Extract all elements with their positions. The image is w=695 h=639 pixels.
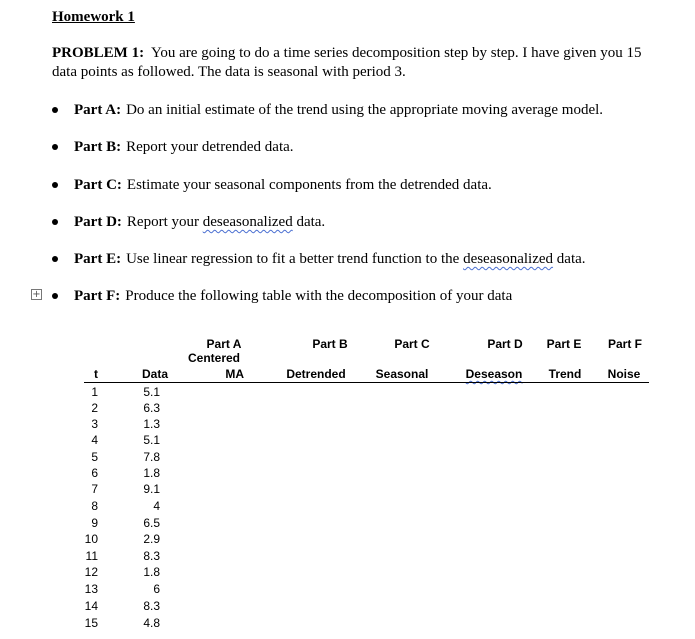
part-label: Part A: <box>74 102 122 118</box>
spellcheck-word[interactable]: deseasonalized <box>202 214 293 230</box>
cell-data: 1.8 <box>143 466 160 480</box>
part-label: Part C: <box>74 177 122 193</box>
table-row <box>0 465 695 481</box>
part-text: Produce the following table with the decomposition of your data <box>125 288 513 304</box>
table-row <box>0 531 695 547</box>
table-row <box>0 432 695 448</box>
cell-t: 8 <box>91 499 98 513</box>
bullet-icon <box>52 182 58 188</box>
cell-t: 7 <box>91 482 98 496</box>
cell-t: 14 <box>84 599 98 613</box>
cell-data: 6.3 <box>143 401 160 415</box>
header-part-f: Part F <box>607 337 642 351</box>
part-c-item <box>52 176 492 194</box>
part-text: data. <box>553 251 586 267</box>
bullet-icon <box>52 144 58 150</box>
bullet-icon <box>52 293 58 299</box>
part-label: Part E: <box>74 251 122 267</box>
part-a-item <box>52 101 603 119</box>
cell-data: 1.8 <box>143 565 160 579</box>
part-b-item <box>52 138 294 156</box>
table-move-handle-icon[interactable]: + <box>32 289 41 300</box>
problem-label: PROBLEM 1: <box>52 45 145 61</box>
table-row <box>0 449 695 465</box>
cell-t: 12 <box>84 565 98 579</box>
cell-data: 8.3 <box>143 599 160 613</box>
cell-t: 4 <box>91 433 98 447</box>
table-row <box>0 598 695 614</box>
table-row <box>0 564 695 580</box>
cell-data: 4.8 <box>143 616 160 630</box>
spellcheck-word[interactable]: deseasonalized <box>463 251 554 267</box>
cell-t: 10 <box>84 532 98 546</box>
cell-data: 9.1 <box>143 482 160 496</box>
cell-t: 13 <box>84 582 98 596</box>
part-text: Report your <box>126 214 203 230</box>
cell-data: 5.1 <box>143 385 160 399</box>
table-row <box>0 481 695 497</box>
cell-t: 11 <box>85 549 98 563</box>
header-part-c: Part C <box>394 337 430 351</box>
part-label: Part F: <box>74 288 121 304</box>
cell-t: 6 <box>91 466 98 480</box>
bullet-icon <box>52 107 58 113</box>
cell-data: 7.8 <box>143 450 160 464</box>
header-part-e: Part E <box>546 337 582 351</box>
cell-t: 9 <box>91 516 98 530</box>
header-t: t <box>94 367 98 381</box>
header-part-b: Part B <box>312 337 348 351</box>
header-noise: Noise <box>607 367 641 381</box>
table-row <box>0 548 695 564</box>
homework-heading: Homework 1 <box>52 9 135 25</box>
table-row <box>0 515 695 531</box>
table-row <box>0 416 695 432</box>
table-row <box>0 384 695 400</box>
part-d-item <box>52 213 325 231</box>
table-row <box>0 498 695 514</box>
table-row <box>0 615 695 631</box>
part-text: Report your detrended data. <box>126 139 294 155</box>
header-data: Data <box>141 367 168 381</box>
problem-statement <box>52 44 652 82</box>
cell-t: 5 <box>91 450 98 464</box>
cell-t: 1 <box>91 385 98 399</box>
part-label: Part D: <box>74 214 122 230</box>
header-ma: MA <box>225 367 244 381</box>
part-text: Estimate your seasonal components from the detrended data. <box>126 177 492 193</box>
cell-t: 15 <box>84 616 98 630</box>
header-seasonal: Seasonal <box>375 367 429 381</box>
cell-data: 2.9 <box>143 532 160 546</box>
header-deseason: Deseason <box>465 367 523 381</box>
header-divider <box>84 382 649 383</box>
header-detrended: Detrended <box>286 367 346 381</box>
cell-data: 8.3 <box>143 549 160 563</box>
cell-data: 1.3 <box>143 417 160 431</box>
header-trend: Trend <box>548 367 582 381</box>
part-label: Part B: <box>74 139 122 155</box>
cell-data: 5.1 <box>143 433 160 447</box>
header-centered: Centered <box>187 351 240 365</box>
part-e-item <box>52 250 586 268</box>
problem-text: You are going to do a time series decomposition step by step. I have given you 15 data points as followed. The data is seasonal with period 3. <box>52 45 642 80</box>
header-part-a: Part A <box>206 337 242 351</box>
bullet-icon <box>52 256 58 262</box>
cell-t: 2 <box>91 401 98 415</box>
cell-t: 3 <box>91 417 98 431</box>
table-row <box>0 400 695 416</box>
header-part-d: Part D <box>487 337 523 351</box>
table-row <box>0 581 695 597</box>
part-text: data. <box>292 214 326 230</box>
cell-data: 4 <box>153 499 160 513</box>
cell-data: 6 <box>153 582 160 596</box>
part-text: Use linear regression to fit a better trend function to the <box>126 251 464 267</box>
part-text: Do an initial estimate of the trend using the appropriate moving average model. <box>126 102 604 118</box>
cell-data: 6.5 <box>143 516 160 530</box>
part-f-item <box>52 287 512 305</box>
bullet-icon <box>52 219 58 225</box>
